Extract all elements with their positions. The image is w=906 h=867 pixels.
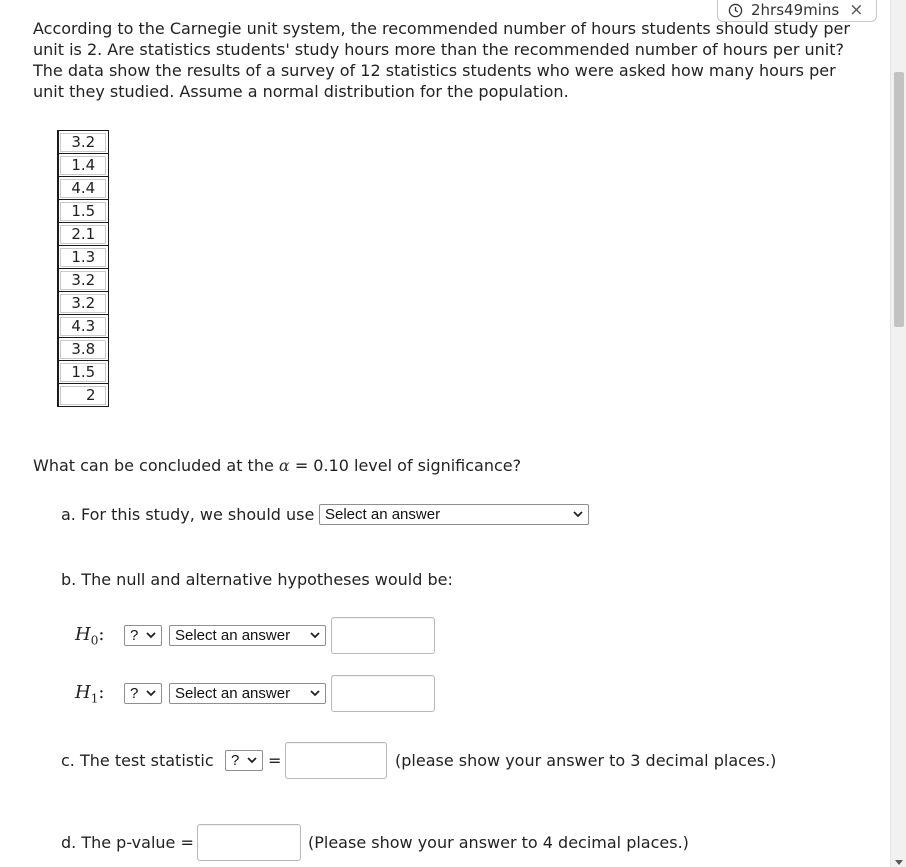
clock-icon <box>728 3 743 18</box>
h1-label: $H_1$: <box>75 682 105 706</box>
question-line: The data show the results of a survey of 12 statistics students who were asked how many hours per <box>33 61 836 80</box>
data-cell: 1.5 <box>58 200 108 223</box>
part-b-label: b. The null and alternative hypotheses would be: <box>61 570 453 589</box>
part-c-hint: (please show your answer to 3 decimal places.) <box>395 751 777 770</box>
data-cell: 4.3 <box>58 315 108 338</box>
h0-label: $H_0$: <box>75 624 105 648</box>
part-d-label: d. The p-value = <box>61 833 194 852</box>
significance-question: What can be concluded at the α = 0.10 level of significance? <box>33 456 522 475</box>
data-cell: 3.8 <box>58 338 108 361</box>
timer-text: 2hrs49mins <box>751 1 840 19</box>
alpha-symbol: α <box>278 456 290 475</box>
test-type-select-value: Select an answer <box>325 506 441 523</box>
h1-value-input[interactable] <box>331 675 435 712</box>
data-cell: 3.2 <box>58 131 108 154</box>
chevron-down-icon <box>572 508 584 520</box>
close-icon[interactable]: × <box>849 0 864 20</box>
h1-parameter-select[interactable]: Select an answer <box>169 683 326 704</box>
chevron-down-icon <box>145 687 157 699</box>
equals-sign: = <box>268 751 282 770</box>
chevron-down-icon <box>145 629 157 641</box>
h0-operator-select[interactable]: ? <box>124 625 162 646</box>
h0-value-input[interactable] <box>331 617 435 654</box>
question-line: unit is 2. Are statistics students' study hours more than the recommended number of hours per unit? <box>33 40 844 59</box>
h0-parameter-select[interactable]: Select an answer <box>169 625 326 646</box>
data-cell: 2.1 <box>58 223 108 246</box>
scroll-down-arrow-icon[interactable] <box>895 860 903 865</box>
data-cell: 1.5 <box>58 361 108 384</box>
p-value-input[interactable] <box>197 824 301 861</box>
vertical-scrollbar[interactable] <box>890 0 906 867</box>
data-cell: 3.2 <box>58 292 108 315</box>
scrollbar-thumb[interactable] <box>894 72 904 327</box>
question-line: According to the Carnegie unit system, the recommended number of hours students should study per <box>33 19 850 38</box>
part-a-label: a. For this study, we should use <box>61 505 315 524</box>
test-type-select[interactable] <box>319 504 589 525</box>
question-text <box>33 18 853 102</box>
data-cell: 4.4 <box>58 177 108 200</box>
data-cell: 1.3 <box>58 246 108 269</box>
test-statistic-input[interactable] <box>285 742 387 779</box>
question-line: unit they studied. Assume a normal distribution for the population. <box>33 82 569 101</box>
test-statistic-select[interactable]: ? <box>225 750 263 771</box>
chevron-down-icon <box>309 629 321 641</box>
part-c-label: c. The test statistic <box>61 751 214 770</box>
data-cell: 1.4 <box>58 154 108 177</box>
data-table <box>57 130 109 407</box>
data-cell: 2 <box>58 384 108 407</box>
h1-operator-select[interactable]: ? <box>124 683 162 704</box>
chevron-down-icon <box>246 754 258 766</box>
data-cell: 3.2 <box>58 269 108 292</box>
part-d-hint: (Please show your answer to 4 decimal places.) <box>308 833 689 852</box>
chevron-down-icon <box>309 687 321 699</box>
